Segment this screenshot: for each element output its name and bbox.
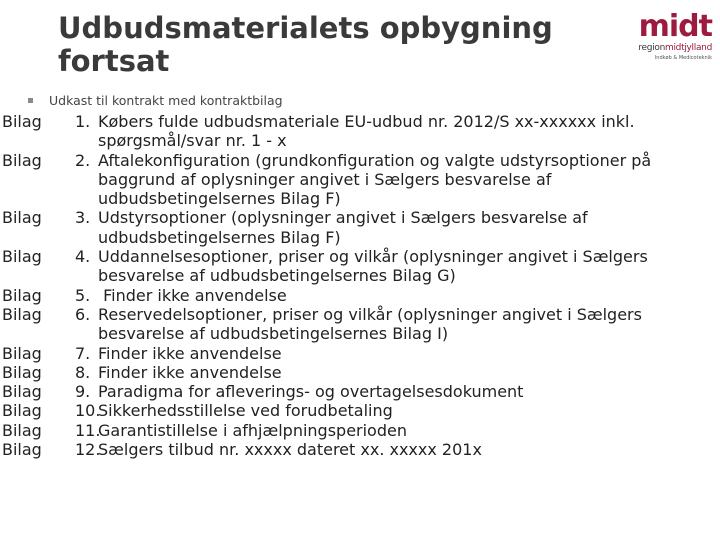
logo-tagline: Indkøb & Medicoteknik xyxy=(654,55,712,61)
annex-prefix: Bilag xyxy=(2,208,42,228)
annex-text: Sælgers tilbud nr. xxxxx dateret xx. xxxxx 201x xyxy=(98,440,482,460)
annex-prefix: Bilag xyxy=(2,150,42,170)
annex-item xyxy=(2,421,702,440)
annex-number: 1. xyxy=(75,112,91,131)
annex-prefix: Bilag xyxy=(2,382,42,402)
annex-number: 12. xyxy=(75,440,101,460)
annex-item xyxy=(2,440,702,459)
bullet-square-icon xyxy=(28,98,33,103)
annex-number: 5. xyxy=(75,285,91,305)
page-title: Udbudsmaterialets opbygning fortsat xyxy=(58,11,553,78)
annex-text: Aftalekonfiguration (grundkonfiguration og valgte udstyrsoptioner på baggrund af oplysninger angivet i Sælgers besvarelse af udbudsbetingelsernes Bilag F) xyxy=(98,150,652,209)
annex-prefix: Bilag xyxy=(2,247,42,267)
logo-region-name xyxy=(612,43,712,54)
logo-region-mid: midtjylland xyxy=(665,43,712,53)
annex-number: 10. xyxy=(75,401,101,421)
annex-text: Paradigma for afleverings- og overtagelsesdokument xyxy=(98,382,524,402)
annex-item xyxy=(2,344,702,363)
sub-bullet xyxy=(28,93,283,108)
annex-item xyxy=(2,401,702,420)
annex-number: 8. xyxy=(75,362,91,382)
annex-text: Udstyrsoptioner (oplysninger angivet i Sælgers besvarelse af udbudsbetingelsernes Bilag F) xyxy=(98,208,588,247)
annex-list xyxy=(2,112,702,459)
annex-prefix: Bilag xyxy=(2,343,42,363)
annex-number: 3. xyxy=(75,208,91,228)
annex-prefix: Bilag xyxy=(2,362,42,382)
annex-item xyxy=(2,151,702,209)
annex-item xyxy=(2,363,702,382)
annex-prefix: Bilag xyxy=(2,112,42,131)
annex-number: 4. xyxy=(75,247,91,267)
annex-text: Sikkerhedsstillelse ved forudbetaling xyxy=(98,401,393,421)
annex-prefix: Bilag xyxy=(2,401,42,421)
logo-wordmark: midt xyxy=(638,9,712,44)
annex-item xyxy=(2,208,702,247)
annex-text: Købers fulde udbudsmateriale EU-udbud nr. 2012/S xx-xxxxxx inkl. spørgsmål/svar nr. 1 - x xyxy=(98,112,635,151)
annex-number: 6. xyxy=(75,304,91,324)
annex-number: 11. xyxy=(75,420,101,440)
annex-text: Reservedelsoptioner, priser og vilkår (oplysninger angivet i Sælgers besvarelse af udbudsbetingelsernes Bilag I) xyxy=(98,304,642,344)
annex-prefix: Bilag xyxy=(2,420,42,440)
annex-item xyxy=(2,382,702,401)
annex-item xyxy=(2,112,702,151)
annex-item xyxy=(2,305,702,344)
annex-number: 9. xyxy=(75,382,91,402)
annex-text: Garantistillelse i afhjælpningsperioden xyxy=(98,420,407,440)
annex-prefix: Bilag xyxy=(2,440,42,460)
annex-text: Finder ikke anvendelse xyxy=(98,362,282,382)
annex-text: Uddannelsesoptioner, priser og vilkår (oplysninger angivet i Sælgers besvarelse af udbudsbetingelsernes Bilag G) xyxy=(98,247,648,286)
annex-prefix: Bilag xyxy=(2,304,42,324)
logo-region-prefix: region xyxy=(638,43,666,53)
annex-number: 7. xyxy=(75,343,91,363)
annex-text: Finder ikke anvendelse xyxy=(98,343,282,363)
sub-bullet-text: Udkast til kontrakt med kontraktbilag xyxy=(49,93,283,108)
annex-item xyxy=(2,286,702,305)
annex-prefix: Bilag xyxy=(2,285,42,305)
region-midtjylland-logo xyxy=(612,9,712,70)
annex-item xyxy=(2,247,702,286)
annex-number: 2. xyxy=(75,150,91,170)
annex-text: Finder ikke anvendelse xyxy=(98,285,287,305)
